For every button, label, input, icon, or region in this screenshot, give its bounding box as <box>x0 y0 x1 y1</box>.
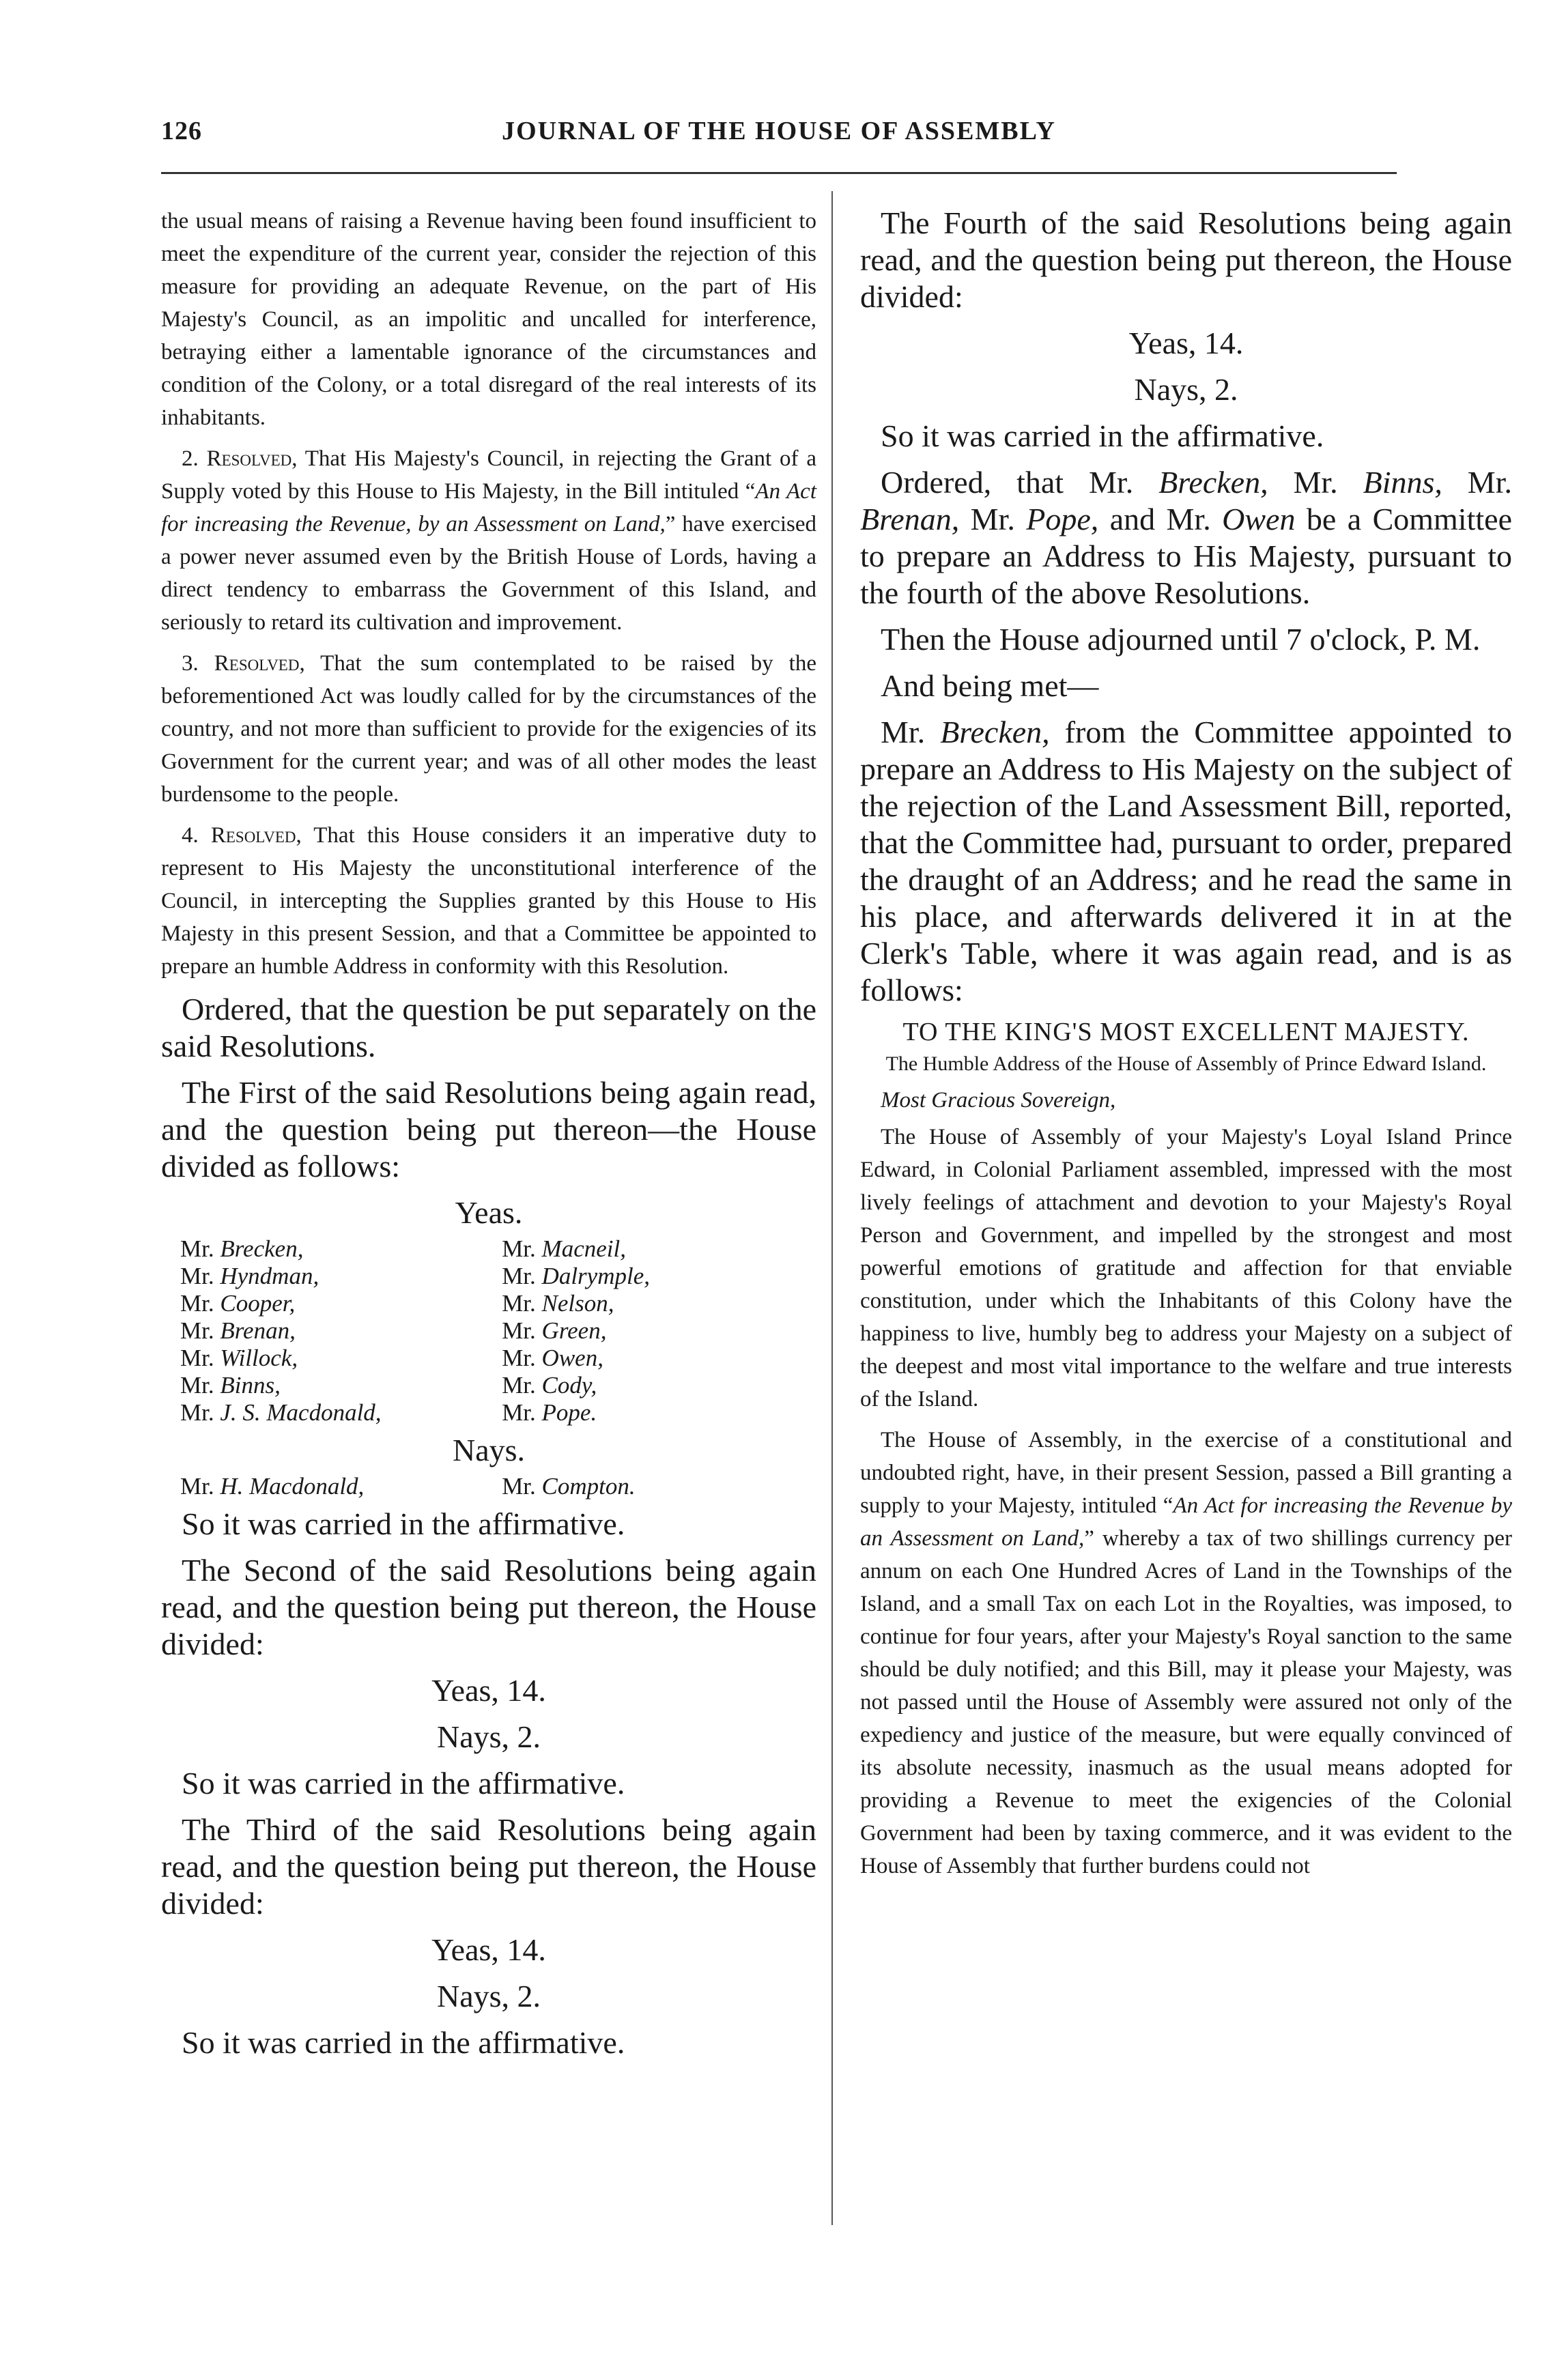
member-prefix: Mr. <box>502 1235 542 1262</box>
nays-table <box>161 1473 816 1500</box>
vote-row <box>161 1473 816 1500</box>
member-cell <box>502 1263 816 1290</box>
member-prefix: Mr. <box>502 1317 542 1344</box>
member-cell <box>161 1263 502 1290</box>
nays-count: Nays, 2. <box>436 1719 541 1754</box>
address-subtitle: The Humble Address of the House of Assembly of Prince Edward Island. <box>885 1052 1487 1075</box>
member-prefix: Mr. <box>180 1345 220 1371</box>
yeas-count: Yeas, 14. <box>1128 326 1244 360</box>
running-title: JOURNAL OF THE HOUSE OF ASSEMBLY <box>502 117 1056 145</box>
vote-row <box>161 1263 816 1290</box>
member-prefix: Mr. <box>502 1372 542 1399</box>
division-block <box>161 991 816 1185</box>
carried-statement: So it was carried in the affirmative. <box>182 2025 625 2060</box>
vote-row <box>161 1290 816 1317</box>
text-run: from the Committee appointed to prepare an Address to His Majesty on the subject of the rejection of the Land Assessment Bill, reported, that the Committee had, pursuant to order, prepared the draught of an Address; and he read the same in his place, and afterwards delivered it in at the Clerk's Table, where it was again read, and is as follows: <box>860 715 1512 1007</box>
fourth-division-block <box>860 205 1512 1009</box>
third-resolution-division: The Third of the said Resolutions being again read, and the question being put thereon, the House divided: <box>161 1812 816 1921</box>
act-title: An Act for increasing the Revenue by an Assessment on Land, <box>860 1493 1512 1551</box>
member-prefix: Mr. <box>180 1372 220 1399</box>
member-name: Cooper, <box>220 1290 296 1317</box>
text-run: and Mr. <box>1098 502 1223 536</box>
carried-statement: So it was carried in the affirmative. <box>182 1506 625 1541</box>
member-name: Hyndman, <box>220 1263 319 1289</box>
member-cell <box>161 1473 502 1500</box>
resolved-label: Resolved, <box>214 651 305 676</box>
resolution-text: That this House considers it an imperative duty to represent to His Majesty the unconstitutional interference of the Council, in intercepting the Supplies granted by this House to His Majesty in this present Session, and that a Committee be appointed to prepare an humble Address in conformity with this Resolution. <box>161 823 816 979</box>
vote-row <box>161 1345 816 1372</box>
adjournment: Then the House adjourned until 7 o'clock, P. M. <box>881 622 1481 657</box>
member-prefix: Mr. <box>502 1290 542 1317</box>
act-title: An Act for increasing the Revenue, by an Assessment on Land, <box>161 479 816 536</box>
yeas-count: Yeas, 14. <box>431 1932 546 1967</box>
member-prefix: Mr. <box>180 1317 220 1344</box>
member-prefix: Mr. <box>180 1263 220 1289</box>
committee-order <box>860 464 1512 612</box>
page-number: 126 <box>161 117 202 145</box>
text-run: Mr. <box>1268 465 1363 500</box>
committee-report <box>860 714 1512 1009</box>
member-cell <box>502 1345 816 1372</box>
ordered-separate: Ordered, that the question be put separately on the said Resolutions. <box>161 992 816 1063</box>
text-run: Ordered, that Mr. <box>881 465 1159 500</box>
member-cell <box>502 1317 816 1345</box>
member-prefix: Mr. <box>502 1345 542 1371</box>
member-name: Dalrymple, <box>541 1263 650 1289</box>
member-name: Willock, <box>220 1345 298 1371</box>
resolution-number: 3. <box>182 651 199 676</box>
member-cell <box>161 1317 502 1345</box>
member-cell <box>502 1290 816 1317</box>
member-cell <box>161 1372 502 1399</box>
resolution-4 <box>161 819 816 983</box>
address-paragraph <box>860 1424 1512 1882</box>
vote-row <box>161 1317 816 1345</box>
nays-count: Nays, 2. <box>1134 372 1238 407</box>
member-name: Brenan, <box>220 1317 296 1344</box>
resolution-3 <box>161 647 816 811</box>
member-name: Brecken, <box>1158 465 1268 500</box>
member-name: Green, <box>541 1317 607 1344</box>
member-prefix: Mr. <box>180 1290 220 1317</box>
member-cell <box>502 1473 816 1500</box>
carried-statement: So it was carried in the affirmative. <box>182 1766 625 1801</box>
resolution-number: 4. <box>182 823 199 848</box>
member-prefix: Mr. <box>502 1399 542 1426</box>
member-prefix: Mr. <box>180 1473 220 1500</box>
text-run: The House of Assembly, in the exercise of a constitutional and undoubted right, have, in their present Session, passed a Bill granting a supply to your Majesty, intituled “ <box>860 1428 1512 1518</box>
salutation: Most Gracious Sovereign, <box>881 1088 1116 1113</box>
member-name: Nelson, <box>541 1290 614 1317</box>
member-prefix: Mr. <box>502 1263 542 1289</box>
member-name: Binns, <box>1363 465 1442 500</box>
member-name: Pope. <box>541 1399 597 1426</box>
address-body <box>860 1121 1512 1882</box>
text-run: Mr. <box>959 502 1027 536</box>
vote-row <box>161 1372 816 1399</box>
yeas-table <box>161 1235 816 1426</box>
member-name: Owen <box>1222 502 1296 536</box>
member-name: Compton. <box>541 1473 636 1500</box>
member-cell <box>161 1290 502 1317</box>
member-name: Owen, <box>541 1345 603 1371</box>
resolved-label: Resolved, <box>206 446 298 471</box>
being-met: And being met— <box>881 668 1099 703</box>
first-resolution-division: The First of the said Resolutions being again read, and the question being put thereon—the House divided as follows: <box>161 1075 816 1184</box>
member-name: J. S. Macdonald, <box>220 1399 382 1426</box>
member-name: Binns, <box>220 1372 281 1399</box>
member-cell <box>161 1345 502 1372</box>
vote-row <box>161 1399 816 1426</box>
member-prefix: Mr. <box>502 1473 542 1500</box>
column-divider <box>831 191 833 2225</box>
text-run: Mr. <box>881 715 941 749</box>
member-cell <box>161 1399 502 1426</box>
member-prefix: Mr. <box>180 1399 220 1426</box>
vote-row <box>161 1235 816 1263</box>
member-name: Brecken, <box>940 715 1050 749</box>
member-prefix: Mr. <box>180 1235 220 1262</box>
member-name: Macneil, <box>541 1235 626 1262</box>
member-cell <box>502 1372 816 1399</box>
nays-count: Nays, 2. <box>436 1979 541 2013</box>
left-column <box>161 205 816 2071</box>
member-name: H. Macdonald, <box>220 1473 365 1500</box>
right-column <box>860 205 1512 1891</box>
member-name: Brecken, <box>220 1235 304 1262</box>
address-paragraph: The House of Assembly of your Majesty's Loyal Island Prince Edward, in Colonial Parliament assembled, impressed with the most lively feelings of attachment and devotion to your Majesty's Royal Person and Government, and impelled by the strongest and most powerful emotions of gratitude and affection for that enviable constitution, under which the Inhabitants of this Colony have the happiness to live, humbly beg to address your Majesty on a subject of the deepest and most vital importance to the welfare and true interests of the Island. <box>860 1125 1512 1411</box>
resolved-label: Resolved, <box>210 823 302 848</box>
carried-statement: So it was carried in the affirmative. <box>881 418 1324 453</box>
resolutions-block <box>161 205 816 983</box>
text-run: Mr. <box>1442 465 1512 500</box>
fourth-resolution-division: The Fourth of the said Resolutions being again read, and the question being put thereon, the House divided: <box>860 205 1512 314</box>
member-cell <box>502 1399 816 1426</box>
member-cell <box>502 1235 816 1263</box>
resolution-2 <box>161 442 816 639</box>
resolution-text: That the sum contemplated to be raised by the beforementioned Act was loudly called for by the circumstances of the country, and not more than sufficient to provide for the exigencies of its Government for the current year; and was of all other modes the least burdensome to the people. <box>161 651 816 807</box>
text-run: be a Committee to prepare an Address to His Majesty, pursuant to the fourth of the above Resolutions. <box>860 502 1512 610</box>
member-cell <box>161 1235 502 1263</box>
resolution-number: 2. <box>182 446 199 471</box>
nays-heading: Nays. <box>452 1433 526 1467</box>
page-header <box>161 116 1397 164</box>
member-name: Cody, <box>541 1372 597 1399</box>
yeas-heading: Yeas. <box>455 1195 523 1230</box>
header-rule <box>161 172 1397 174</box>
member-name: Pope, <box>1026 502 1099 536</box>
division-results <box>161 1506 816 2061</box>
resolution-1-continuation: the usual means of raising a Revenue having been found insufficient to meet the expenditure of the current year, consider the rejection of this measure for providing an adequate Revenue, on the part of His Majesty's Council, as an impolitic and uncalled for interference, betraying either a lamentable ignorance of the circumstances and condition of the Colony, or a total disregard of the real interests of its inhabitants. <box>161 209 816 430</box>
yeas-count: Yeas, 14. <box>431 1673 546 1708</box>
address-title: TO THE KING'S MOST EXCELLENT MAJESTY. <box>902 1018 1470 1046</box>
second-resolution-division: The Second of the said Resolutions being again read, and the question being put thereon, the House divided: <box>161 1553 816 1661</box>
resolution-text: That His Majesty's Council, in rejecting the Grant of a Supply voted by this House to His Majesty, in the Bill intituled “ <box>161 446 817 504</box>
resolution-text: ” have exercised a power never assumed even by the British House of Lords, having a direct tendency to embarrass the Government of this Island, and seriously to retard its cultivation and improvement. <box>161 512 816 635</box>
text-run: ” whereby a tax of two shillings currency per annum on each One Hundred Acres of Land in the Townships of the Island, and a small Tax on each Lot in the Royalties, was imposed, to continue for four years, after your Majesty's Royal sanction to the same should be duly notified; and this Bill, may it please your Majesty, was not passed until the House of Assembly were assured not only of the expediency and justice of the measure, but were equally convinced of its absolute necessity, inasmuch as the usual means adopted for providing a Revenue to meet the exigencies of the Colonial Government had been by taxing commerce, and it was evident to the House of Assembly that further burdens could not <box>860 1526 1512 1878</box>
member-name: Brenan, <box>860 502 960 536</box>
